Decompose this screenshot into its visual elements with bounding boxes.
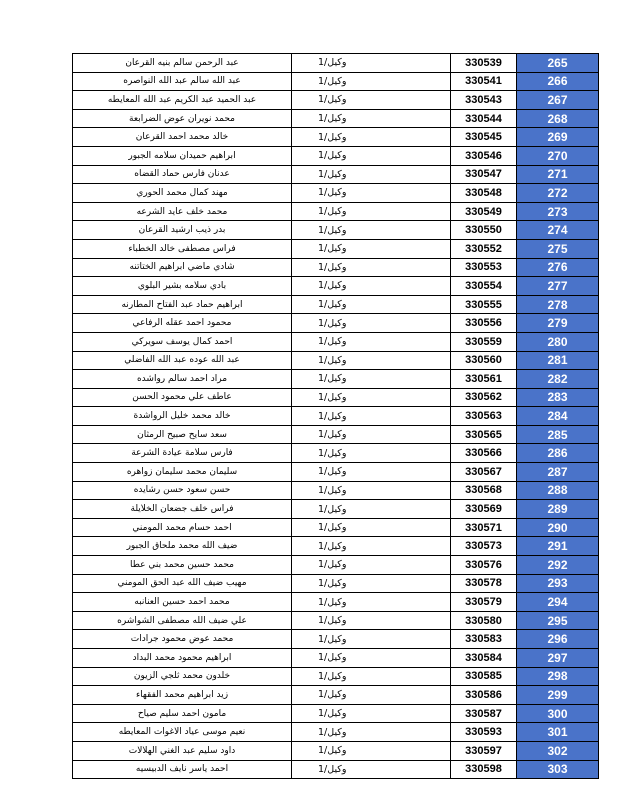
rank-cell: وكيل/1 <box>292 723 451 742</box>
person-name-cell: علي ضيف الله مصطفى الشواشره <box>73 611 292 630</box>
rank-cell: وكيل/1 <box>292 109 451 128</box>
person-name-cell: عبد الله عوده عبد الله الفاضلي <box>73 351 292 370</box>
table-row <box>73 611 599 630</box>
serial-number-cell: 285 <box>517 425 599 444</box>
table-row <box>73 54 599 73</box>
id-number-cell: 330555 <box>451 295 517 314</box>
serial-number-cell: 279 <box>517 314 599 333</box>
serial-number-cell: 293 <box>517 574 599 593</box>
person-name-cell: ضيف الله محمد ملحاق الجبور <box>73 537 292 556</box>
id-number-cell: 330573 <box>451 537 517 556</box>
table-row <box>73 109 599 128</box>
rank-cell: وكيل/1 <box>292 165 451 184</box>
serial-number-cell: 289 <box>517 500 599 519</box>
rank-cell: وكيل/1 <box>292 537 451 556</box>
person-name-cell: احمد ياسر نايف الدبيسيه <box>73 760 292 779</box>
id-number-cell: 330576 <box>451 556 517 575</box>
id-number-cell: 330568 <box>451 481 517 500</box>
serial-number-cell: 300 <box>517 704 599 723</box>
id-number-cell: 330562 <box>451 388 517 407</box>
person-name-cell: محمد نويران عوض الضرابعة <box>73 109 292 128</box>
serial-number-cell: 275 <box>517 239 599 258</box>
rank-cell: وكيل/1 <box>292 388 451 407</box>
table-row <box>73 686 599 705</box>
serial-number-cell: 295 <box>517 611 599 630</box>
id-number-cell: 330584 <box>451 649 517 668</box>
rank-cell: وكيل/1 <box>292 146 451 165</box>
serial-number-cell: 277 <box>517 277 599 296</box>
id-number-cell: 330554 <box>451 277 517 296</box>
rank-cell: وكيل/1 <box>292 295 451 314</box>
rank-cell: وكيل/1 <box>292 332 451 351</box>
id-number-cell: 330587 <box>451 704 517 723</box>
table-row <box>73 741 599 760</box>
rank-cell: وكيل/1 <box>292 574 451 593</box>
table-row <box>73 593 599 612</box>
table-row <box>73 463 599 482</box>
serial-number-cell: 268 <box>517 109 599 128</box>
serial-number-cell: 287 <box>517 463 599 482</box>
id-number-cell: 330567 <box>451 463 517 482</box>
person-name-cell: فارس سلامة عيادة الشرعة <box>73 444 292 463</box>
person-name-cell: محمد احمد حسين العنانبه <box>73 593 292 612</box>
rank-cell: وكيل/1 <box>292 630 451 649</box>
person-name-cell: محمد خلف عايد الشرعه <box>73 202 292 221</box>
id-number-cell: 330597 <box>451 741 517 760</box>
table-row <box>73 444 599 463</box>
table-row <box>73 332 599 351</box>
table-row <box>73 277 599 296</box>
person-name-cell: مهند كمال محمد الحوري <box>73 184 292 203</box>
person-name-cell: شادي ماضي ابراهيم الختاتنه <box>73 258 292 277</box>
id-number-cell: 330593 <box>451 723 517 742</box>
table-row <box>73 128 599 147</box>
person-name-cell: محمد عوض محمود جرادات <box>73 630 292 649</box>
serial-number-cell: 272 <box>517 184 599 203</box>
table-row <box>73 481 599 500</box>
rank-cell: وكيل/1 <box>292 202 451 221</box>
id-number-cell: 330544 <box>451 109 517 128</box>
rank-cell: وكيل/1 <box>292 741 451 760</box>
id-number-cell: 330548 <box>451 184 517 203</box>
rank-cell: وكيل/1 <box>292 667 451 686</box>
rank-cell: وكيل/1 <box>292 704 451 723</box>
person-name-cell: مامون احمد سليم صياح <box>73 704 292 723</box>
rank-cell: وكيل/1 <box>292 128 451 147</box>
person-name-cell: حسن سعود حسن رشايده <box>73 481 292 500</box>
serial-number-cell: 292 <box>517 556 599 575</box>
person-name-cell: داود سليم عبد الغني الهلالات <box>73 741 292 760</box>
rank-cell: وكيل/1 <box>292 370 451 389</box>
id-number-cell: 330559 <box>451 332 517 351</box>
id-number-cell: 330578 <box>451 574 517 593</box>
rank-cell: وكيل/1 <box>292 72 451 91</box>
id-number-cell: 330580 <box>451 611 517 630</box>
id-number-cell: 330583 <box>451 630 517 649</box>
serial-number-cell: 288 <box>517 481 599 500</box>
table-row <box>73 630 599 649</box>
serial-number-cell: 280 <box>517 332 599 351</box>
id-number-cell: 330541 <box>451 72 517 91</box>
person-name-cell: نعيم موسى عياد الاغوات المعايطه <box>73 723 292 742</box>
person-name-cell: خالد محمد خليل الرواشدة <box>73 407 292 426</box>
table-row <box>73 574 599 593</box>
rank-cell: وكيل/1 <box>292 314 451 333</box>
serial-number-cell: 267 <box>517 91 599 110</box>
personnel-table-body <box>73 54 599 779</box>
id-number-cell: 330585 <box>451 667 517 686</box>
serial-number-cell: 296 <box>517 630 599 649</box>
table-row <box>73 407 599 426</box>
rank-cell: وكيل/1 <box>292 593 451 612</box>
serial-number-cell: 298 <box>517 667 599 686</box>
rank-cell: وكيل/1 <box>292 481 451 500</box>
id-number-cell: 330552 <box>451 239 517 258</box>
serial-number-cell: 290 <box>517 518 599 537</box>
rank-cell: وكيل/1 <box>292 425 451 444</box>
rank-cell: وكيل/1 <box>292 500 451 519</box>
person-name-cell: احمد كمال يوسف سويركي <box>73 332 292 351</box>
rank-cell: وكيل/1 <box>292 258 451 277</box>
serial-number-cell: 283 <box>517 388 599 407</box>
id-number-cell: 330553 <box>451 258 517 277</box>
person-name-cell: زيد ابراهيم محمد الفقهاء <box>73 686 292 705</box>
table-row <box>73 425 599 444</box>
rank-cell: وكيل/1 <box>292 91 451 110</box>
serial-number-cell: 299 <box>517 686 599 705</box>
table-row <box>73 723 599 742</box>
serial-number-cell: 286 <box>517 444 599 463</box>
person-name-cell: سليمان محمد سليمان زواهره <box>73 463 292 482</box>
table-row <box>73 314 599 333</box>
table-row <box>73 518 599 537</box>
person-name-cell: بادي سلامه بشير البلوي <box>73 277 292 296</box>
rank-cell: وكيل/1 <box>292 444 451 463</box>
serial-number-cell: 282 <box>517 370 599 389</box>
id-number-cell: 330565 <box>451 425 517 444</box>
table-row <box>73 556 599 575</box>
person-name-cell: سعد سايح صبيح الرمثان <box>73 425 292 444</box>
serial-number-cell: 301 <box>517 723 599 742</box>
person-name-cell: ابراهيم حميدان سلامه الجبور <box>73 146 292 165</box>
serial-number-cell: 278 <box>517 295 599 314</box>
id-number-cell: 330560 <box>451 351 517 370</box>
table-row <box>73 760 599 779</box>
person-name-cell: احمد حسام محمد المومني <box>73 518 292 537</box>
table-row <box>73 202 599 221</box>
id-number-cell: 330546 <box>451 146 517 165</box>
id-number-cell: 330543 <box>451 91 517 110</box>
person-name-cell: خلدون محمد ثلجي الزيون <box>73 667 292 686</box>
table-row <box>73 351 599 370</box>
table-row <box>73 165 599 184</box>
id-number-cell: 330566 <box>451 444 517 463</box>
id-number-cell: 330571 <box>451 518 517 537</box>
person-name-cell: عدنان فارس حماد القضاه <box>73 165 292 184</box>
table-row <box>73 537 599 556</box>
table-row <box>73 667 599 686</box>
id-number-cell: 330549 <box>451 202 517 221</box>
person-name-cell: فراس خلف جضعان الخلايلة <box>73 500 292 519</box>
table-row <box>73 370 599 389</box>
id-number-cell: 330550 <box>451 221 517 240</box>
serial-number-cell: 266 <box>517 72 599 91</box>
id-number-cell: 330569 <box>451 500 517 519</box>
rank-cell: وكيل/1 <box>292 556 451 575</box>
serial-number-cell: 303 <box>517 760 599 779</box>
person-name-cell: محمد حسين محمد بني عطا <box>73 556 292 575</box>
person-name-cell: عاطف علي محمود الحسن <box>73 388 292 407</box>
serial-number-cell: 291 <box>517 537 599 556</box>
table-row <box>73 239 599 258</box>
rank-cell: وكيل/1 <box>292 184 451 203</box>
table-row <box>73 649 599 668</box>
serial-number-cell: 294 <box>517 593 599 612</box>
person-name-cell: عبد الحميد عبد الكريم عبد الله المعايطه <box>73 91 292 110</box>
id-number-cell: 330547 <box>451 165 517 184</box>
serial-number-cell: 297 <box>517 649 599 668</box>
rank-cell: وكيل/1 <box>292 760 451 779</box>
table-row <box>73 388 599 407</box>
serial-number-cell: 284 <box>517 407 599 426</box>
person-name-cell: ابراهيم حماد عبد الفتاح المطارنه <box>73 295 292 314</box>
person-name-cell: مراد احمد سالم رواشده <box>73 370 292 389</box>
serial-number-cell: 270 <box>517 146 599 165</box>
table-row <box>73 184 599 203</box>
id-number-cell: 330586 <box>451 686 517 705</box>
table-row <box>73 91 599 110</box>
serial-number-cell: 274 <box>517 221 599 240</box>
serial-number-cell: 265 <box>517 54 599 73</box>
person-name-cell: ابراهيم محمود محمد البداد <box>73 649 292 668</box>
rank-cell: وكيل/1 <box>292 277 451 296</box>
person-name-cell: مهيب ضيف الله عبد الحق المومني <box>73 574 292 593</box>
table-row <box>73 221 599 240</box>
rank-cell: وكيل/1 <box>292 518 451 537</box>
id-number-cell: 330598 <box>451 760 517 779</box>
rank-cell: وكيل/1 <box>292 686 451 705</box>
table-row <box>73 258 599 277</box>
person-name-cell: فراس مصطفى خالد الخطباء <box>73 239 292 258</box>
id-number-cell: 330545 <box>451 128 517 147</box>
serial-number-cell: 276 <box>517 258 599 277</box>
table-row <box>73 500 599 519</box>
person-name-cell: خالد محمد احمد القرعان <box>73 128 292 147</box>
person-name-cell: محمود احمد عقله الرفاعي <box>73 314 292 333</box>
rank-cell: وكيل/1 <box>292 407 451 426</box>
serial-number-cell: 273 <box>517 202 599 221</box>
serial-number-cell: 281 <box>517 351 599 370</box>
person-name-cell: عبد الرحمن سالم بنيه القرعان <box>73 54 292 73</box>
serial-number-cell: 302 <box>517 741 599 760</box>
serial-number-cell: 271 <box>517 165 599 184</box>
personnel-table <box>72 53 599 779</box>
id-number-cell: 330563 <box>451 407 517 426</box>
id-number-cell: 330561 <box>451 370 517 389</box>
rank-cell: وكيل/1 <box>292 239 451 258</box>
table-row <box>73 704 599 723</box>
rank-cell: وكيل/1 <box>292 649 451 668</box>
rank-cell: وكيل/1 <box>292 463 451 482</box>
rank-cell: وكيل/1 <box>292 611 451 630</box>
rank-cell: وكيل/1 <box>292 221 451 240</box>
id-number-cell: 330539 <box>451 54 517 73</box>
id-number-cell: 330579 <box>451 593 517 612</box>
rank-cell: وكيل/1 <box>292 351 451 370</box>
table-row <box>73 72 599 91</box>
table-row <box>73 146 599 165</box>
id-number-cell: 330556 <box>451 314 517 333</box>
person-name-cell: بدر ذيب ارشيد القرعان <box>73 221 292 240</box>
table-row <box>73 295 599 314</box>
person-name-cell: عبد الله سالم عبد الله النواصره <box>73 72 292 91</box>
rank-cell: وكيل/1 <box>292 54 451 73</box>
serial-number-cell: 269 <box>517 128 599 147</box>
